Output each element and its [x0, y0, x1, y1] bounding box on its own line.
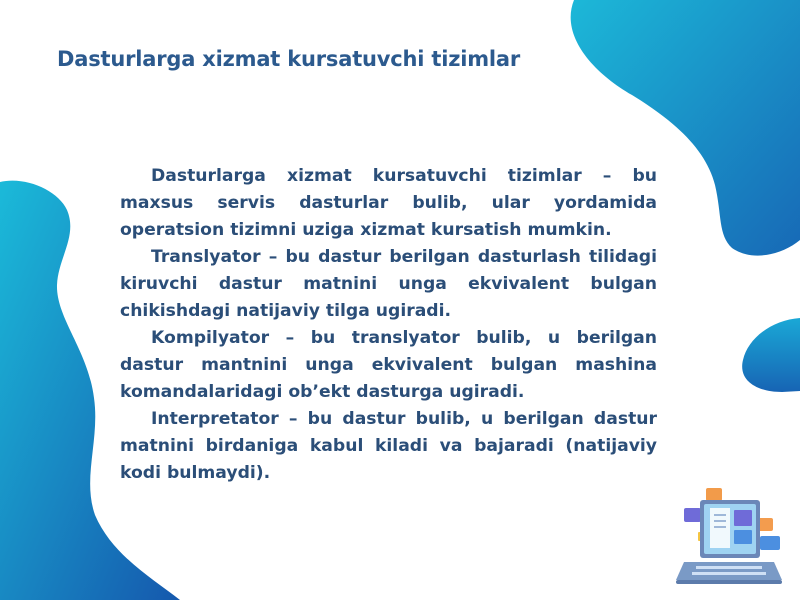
slide-title: Dasturlarga xizmat kursatuvchi tizimlar	[57, 47, 521, 71]
paragraph-interpretator: Interpretator – bu dastur bulib, u berilgan dastur matnini birdaniga kabul kiladi va bajaradi (natijaviy kodi bulmaydi).	[120, 409, 657, 483]
laptop-code-icon	[674, 482, 786, 586]
blob-right-small	[742, 318, 800, 392]
body-text	[120, 163, 657, 487]
paragraph-definition: Dasturlarga xizmat kursatuvchi tizimlar – bu maxsus servis dasturlar bulib, ular yordamida operatsion tizimni uziga xizmat kursatish mumkin.	[120, 166, 657, 240]
paragraph-kompilyator: Kompilyator – bu translyator bulib, u berilgan dastur mantnini unga ekvivalent bulgan mashina komandalaridagi ob’ekt dasturga ugiradi.	[120, 328, 657, 402]
paragraph-translyator: Translyator – bu dastur berilgan dasturlash tilidagi kiruvchi dastur matnini unga ekvivalent bulgan chikishdagi natijaviy tilga ugiradi.	[120, 247, 657, 321]
